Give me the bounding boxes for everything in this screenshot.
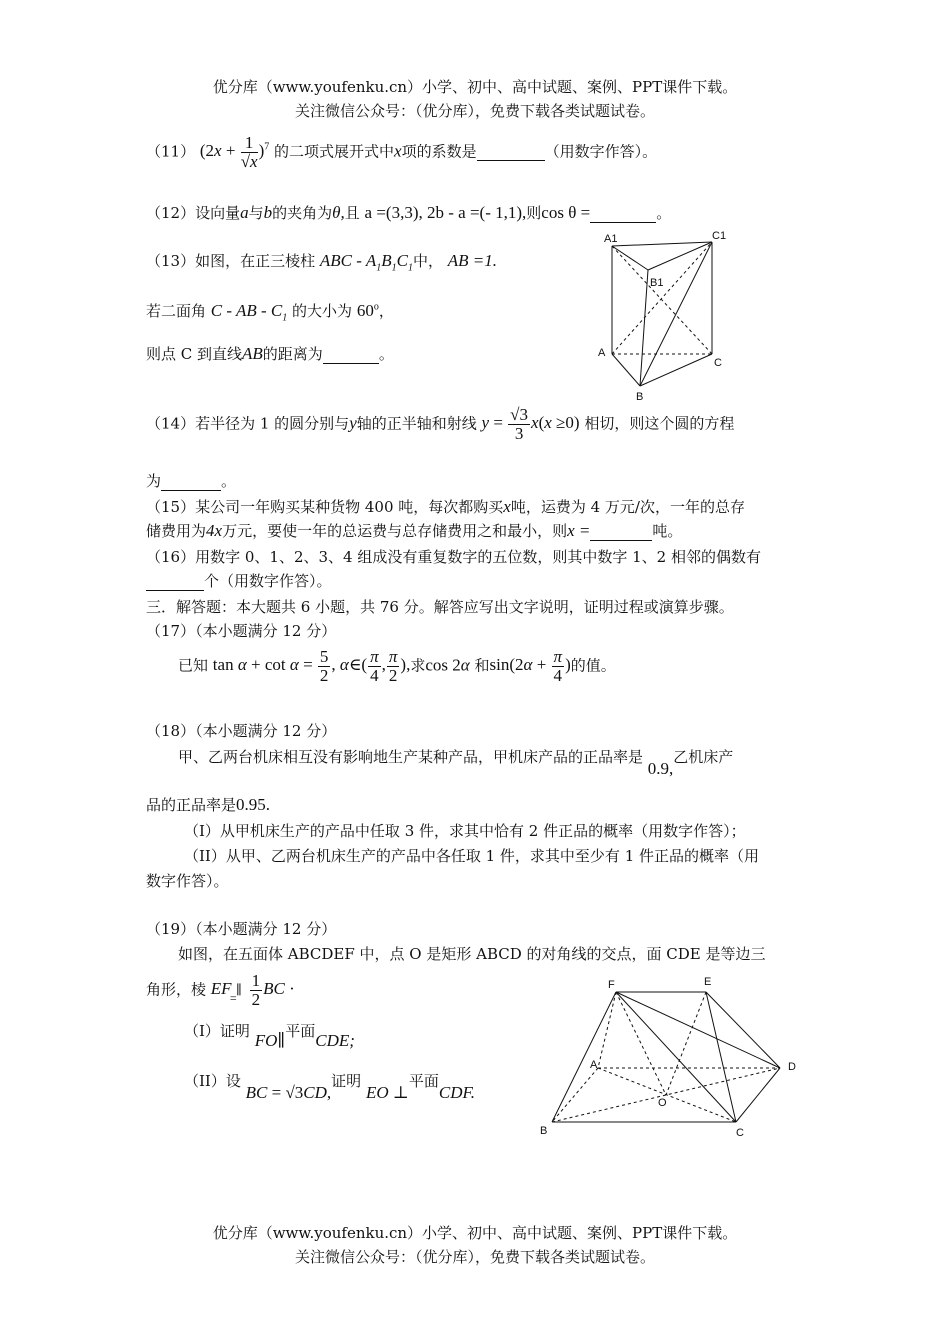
label-b: B: [540, 1125, 548, 1137]
label-c1: C1: [712, 230, 727, 242]
q17-condition: tan α + cot α = $\frac{5}{2}$ , α∈( $\frac{\pi}{4}$ , $\frac{\pi}{2}$ ),: [212, 647, 411, 685]
q13-prism: ABC - $A_1B_1C_1$: [319, 251, 413, 274]
q11-tail: （用数字作答）。: [544, 142, 658, 161]
q11-blank: [477, 142, 545, 161]
q12-cos: cos θ =: [541, 203, 591, 222]
q13-blank: [323, 345, 379, 364]
q12-text2: 与: [248, 204, 264, 222]
label-b: B: [636, 391, 644, 403]
q18-heading: （18）（本小题满分 12 分）: [146, 722, 337, 740]
edge-eo-hidden: [666, 992, 706, 1095]
edge-bc: [640, 354, 712, 386]
q13-line2: 若二面角 C - AB - $C_1$ 的大小为 60$^o$，: [146, 301, 394, 324]
prism-figure: [590, 226, 750, 406]
q16-text2: 个（用数字作答）。: [204, 572, 332, 590]
edge-cd: [736, 1068, 780, 1122]
q13-dihedral: C - AB - $C_1$: [210, 301, 288, 324]
q19-ii-prove: 证明: [331, 1072, 362, 1090]
q15-blank: [590, 522, 652, 541]
edge-a1b1: [612, 246, 648, 270]
q19-text: 角形，棱: [146, 980, 207, 999]
q13-line2-text: 若二面角: [146, 302, 207, 320]
q11-var: x: [394, 141, 402, 161]
q17-text4: 的值。: [570, 656, 616, 675]
q15-text5: 吨。: [652, 522, 683, 540]
q19-line1: 如图，在五面体 ABCDEF 中，点 O 是矩形 ABCD 的对角线的交点，面 CDE 是等边三: [178, 945, 766, 963]
q17-sin: sin(2α + $\frac{\pi}{4}$ ): [489, 647, 571, 685]
q15-x: x: [503, 497, 511, 516]
footer-line-1: 优分库（www.youfenku.cn）小学、初中、高中试题、案例、PPT课件下载。: [212, 1224, 738, 1242]
label-a1: A1: [604, 233, 618, 245]
q14-blank: [161, 472, 221, 491]
q18-p1: 0.9,: [647, 759, 674, 778]
edge-a1c-hidden: [612, 246, 712, 354]
label-c: C: [736, 1127, 744, 1139]
q13-angle-value: 60: [356, 301, 374, 320]
q19-line2: [146, 972, 295, 1009]
q12-equation: a =(3,3), 2b - a =(- 1,1),: [364, 203, 527, 222]
q14-end: 。: [221, 472, 237, 490]
q15-text: （15）某公司一年购买某种货物 400 吨，每次都购买: [146, 498, 504, 516]
q13-text2: 中，: [412, 252, 443, 270]
section-3-heading: 三．解答题：本大题共 6 小题，共 76 分。解答应写出文字说明，证明过程或演算步骤。: [146, 598, 734, 616]
question-11: [146, 134, 657, 171]
q13-text: 如图，在正三棱柱: [195, 252, 316, 270]
q13-line2-text2: 的大小为: [292, 302, 353, 320]
q18-text: 甲、乙两台机床相互没有影响地生产某种产品，甲机床产品的正品率是: [178, 748, 644, 766]
q17-text3: 和: [474, 656, 490, 675]
q14-text4: 为: [146, 472, 162, 490]
header-line-1: 优分库（www.youfenku.cn）小学、初中、高中试题、案例、PPT课件下载。: [212, 78, 738, 96]
q18-part-i: （I）从甲机床生产的产品中任取 3 件，求其中恰有 2 件正品的概率（用数字作答）；: [184, 822, 746, 840]
q19-part-ii: [184, 1070, 475, 1102]
pentahedron-figure: [530, 970, 810, 1145]
q19-i-text: （I）证明: [184, 1022, 250, 1040]
edge-bb1: [640, 270, 648, 386]
q19-ii-text: （II）设: [184, 1072, 241, 1090]
q16-blank: [146, 572, 204, 591]
q12-blank: [590, 204, 656, 223]
edge-b1c1: [648, 242, 712, 270]
q12-text: 设向量: [195, 204, 241, 222]
q14-ray: y = $\frac{√3}{3}$ x(x ≥0): [481, 405, 580, 443]
edge-ac1-hidden: [612, 242, 712, 354]
edge-fo-hidden: [616, 992, 666, 1095]
q12-b: b: [263, 203, 273, 222]
q12-text3: 的夹角为: [272, 204, 333, 222]
q19-fo: FO∥: [254, 1031, 286, 1050]
q13-end: 。: [378, 345, 394, 363]
question-13: [146, 250, 497, 273]
q19-cde: CDE;: [315, 1031, 355, 1050]
edge-ac-hidden: [598, 1068, 736, 1122]
q18-line2: [146, 794, 270, 815]
label-c: C: [714, 357, 722, 369]
q12-a: a: [240, 203, 249, 222]
question-15-line2: [146, 520, 682, 541]
q12-theta: θ,: [332, 203, 345, 222]
q13-ab: AB =1.: [447, 251, 498, 270]
q12-text5: 则: [526, 204, 542, 222]
q15-text3: 储费用为: [146, 522, 207, 540]
q14-y: y: [349, 413, 357, 433]
q17-body: [178, 648, 616, 685]
q19-cdf: CDF.: [438, 1083, 475, 1102]
edge-ec: [706, 992, 736, 1122]
q14-text2: 轴的正半轴和射线: [356, 414, 477, 433]
q18-p2: 0.95.: [236, 795, 271, 814]
q19-ii-plane: 平面: [408, 1072, 439, 1090]
question-12: [146, 202, 671, 223]
q17-heading: （17）（本小题满分 12 分）: [146, 622, 337, 640]
edge-fd: [616, 992, 780, 1068]
edge-fb: [552, 992, 616, 1122]
q18-part-ii-cont: 数字作答）。: [146, 872, 229, 890]
label-b1: B1: [650, 277, 664, 289]
q12-text4: 且: [344, 204, 360, 222]
q11-expression: (2x + $\frac{1}{√x}$ )$^7$: [199, 133, 270, 171]
q13-line3-text2: 的距离为: [262, 345, 323, 363]
q13-line3-text: 则点 C 到直线: [146, 345, 243, 363]
label-e: E: [704, 976, 712, 988]
q15-x-eq: x =: [567, 521, 591, 540]
q14-text3: 相切，则这个圆的方程: [584, 414, 735, 433]
q14-line2: [146, 470, 236, 491]
q12-end: 。: [656, 204, 672, 222]
q14-number: （14）: [146, 414, 196, 433]
q19-heading: （19）（本小题满分 12 分）: [146, 920, 337, 938]
question-15-line1: [146, 496, 745, 517]
label-a: A: [598, 347, 606, 359]
q11-text: 的二项式展开式中: [274, 142, 395, 161]
q13-line3: [146, 343, 394, 364]
q17-text: 已知: [178, 656, 209, 675]
q17-cos2a: cos 2α: [425, 655, 470, 675]
q12-number: （12）: [146, 204, 196, 222]
q15-text4: 万元，要使一年的总运费与总存储费用之和最小，则: [222, 522, 568, 540]
edge-ed: [706, 992, 780, 1068]
label-o: O: [658, 1097, 667, 1109]
q18-part-ii: （II）从甲、乙两台机床生产的产品中各任取 1 件，求其中至少有 1 件正品的概率（用: [184, 847, 760, 865]
q18-text3: 品的正品率是: [146, 796, 237, 814]
q13-number: （13）: [146, 252, 196, 270]
q19-i-plane: 平面: [285, 1022, 316, 1040]
q16-text: （16）用数字 0、1、2、3、4 组成没有重复数字的五位数，则其中数字 1、2 相邻的偶数有: [146, 548, 761, 566]
q19-bc: BC = √3CD,: [245, 1083, 332, 1102]
label-a: A: [590, 1059, 598, 1071]
q11-text2: 项的系数是: [401, 142, 477, 161]
q19-eo: EO ⊥: [365, 1083, 409, 1102]
footer-line-2: 关注微信公众号：（优分库），免费下载各类试题试卷。: [294, 1248, 655, 1266]
q14-text: 若半径为 1 的圆分别与: [195, 414, 350, 433]
q19-ef: EF ∥= $\frac{1}{2}$ BC ·: [210, 971, 295, 1009]
q13-angle: 60$^o$: [356, 301, 379, 320]
edge-ab: [612, 354, 640, 386]
q11-number: （11）: [146, 142, 196, 161]
q19-part-i: [184, 1020, 355, 1050]
question-16-line2: [146, 570, 332, 591]
question-16-line1: [146, 546, 761, 567]
label-f: F: [608, 979, 615, 991]
q18-text2: 乙机床产: [673, 748, 734, 766]
q13-line3-ab: AB: [242, 344, 263, 363]
label-d: D: [788, 1061, 796, 1073]
q18-line1: [178, 746, 734, 778]
q17-text2: 求: [410, 656, 426, 675]
question-14: [146, 406, 734, 443]
q15-4x: 4x: [206, 521, 223, 540]
edge-bc1: [640, 242, 712, 386]
q15-text2: 吨，运费为 4 万元/次，一年的总存: [510, 498, 745, 516]
edge-a1c1: [612, 242, 712, 246]
edge-fa-hidden: [598, 992, 616, 1068]
header-line-2: 关注微信公众号：（优分库），免费下载各类试题试卷。: [294, 102, 655, 120]
